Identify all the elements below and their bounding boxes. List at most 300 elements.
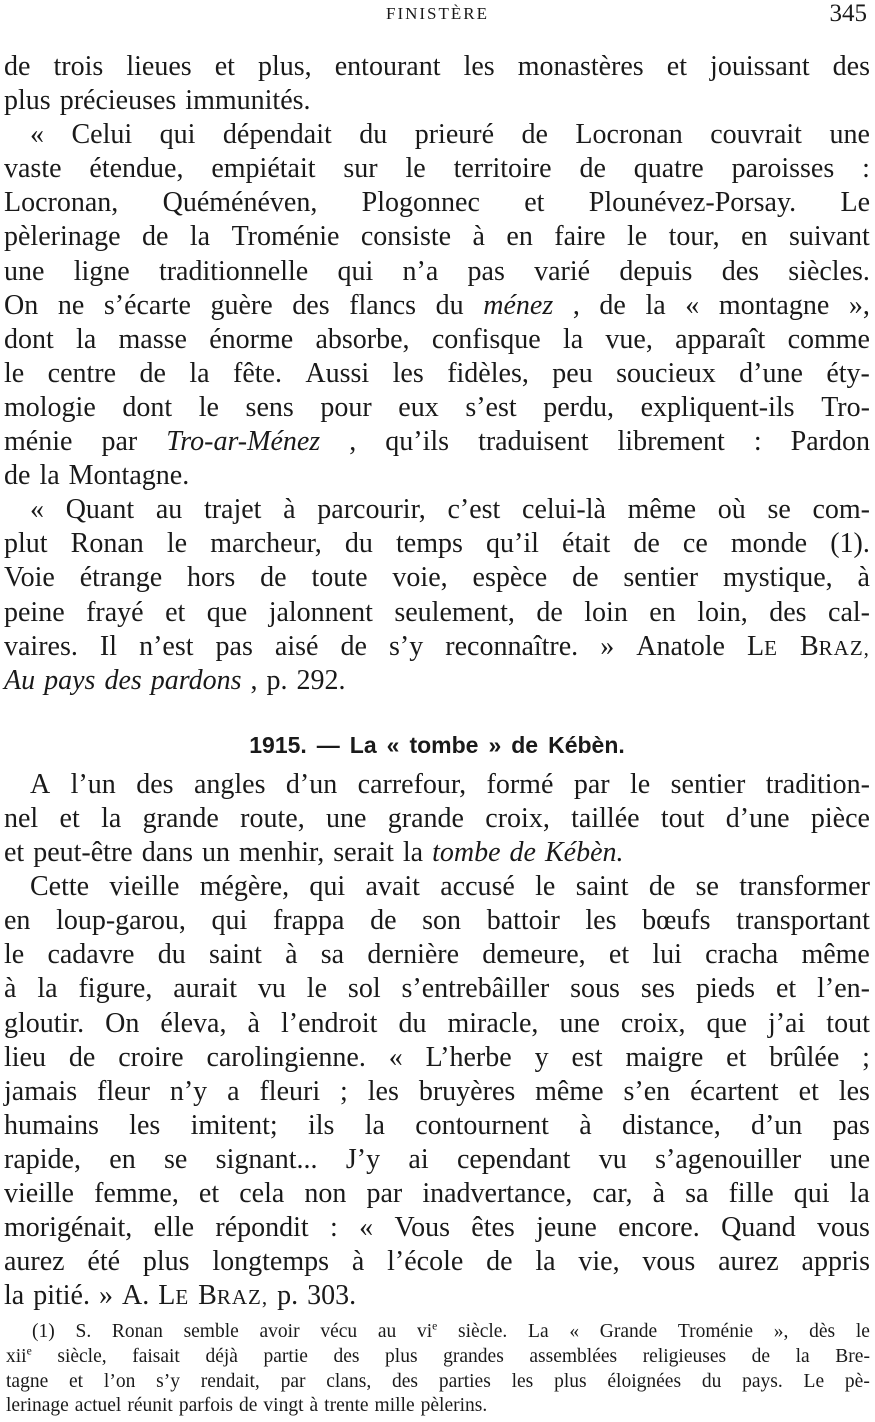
word: Ronan (70, 528, 144, 560)
word: pèlerins. (420, 1395, 488, 1417)
word: la (402, 837, 424, 869)
word: Voie (4, 562, 55, 594)
word: fidèles, (447, 357, 529, 389)
word: cracha (705, 939, 779, 971)
word: des (292, 289, 330, 321)
text-line (4, 152, 870, 186)
word: siècles. (788, 255, 870, 287)
word: sous (570, 973, 620, 1005)
word: où (717, 494, 746, 526)
word: vu (257, 973, 286, 1005)
text-line (4, 1177, 870, 1211)
word: $vi^e$ (416, 1319, 438, 1342)
word: une (326, 802, 367, 834)
word: Il (99, 630, 118, 662)
text-line (4, 50, 870, 84)
word: car, (592, 1178, 633, 1209)
word: ils (307, 1109, 335, 1141)
word: quatre (633, 153, 704, 185)
word: parcourir, (317, 494, 426, 526)
word: qui (211, 905, 248, 937)
word: les (129, 1109, 161, 1141)
word: ce (682, 528, 708, 560)
word: la (37, 973, 58, 1005)
word: à (4, 973, 17, 1005)
word: angles (193, 768, 266, 800)
word: de (370, 905, 397, 937)
word: : (862, 153, 870, 185)
word: serait (333, 837, 394, 869)
word: une (4, 255, 45, 287)
word: croix, (485, 802, 550, 834)
word: énorme (209, 323, 294, 355)
word: vie, (578, 1246, 620, 1278)
word: rapide, (4, 1143, 81, 1175)
word: seulement, (394, 596, 515, 628)
word: pour (320, 391, 372, 423)
word: croire (118, 1041, 184, 1073)
word: écartent (690, 1075, 779, 1107)
word: On (4, 289, 39, 321)
word: s’est (465, 391, 517, 423)
word: sa (320, 939, 345, 971)
word: la (795, 1345, 810, 1367)
word: longtemps (212, 1246, 330, 1278)
word: traduisent (478, 426, 589, 458)
word: (1) (32, 1321, 55, 1342)
word: celui-là (522, 494, 606, 526)
word: que (206, 596, 248, 628)
word: êtes (471, 1212, 515, 1244)
word: frayé (86, 596, 144, 628)
word: transportant (736, 905, 870, 937)
text-line (4, 561, 870, 595)
word: montagne (718, 289, 830, 321)
word: et (214, 51, 235, 82)
word: d’un (750, 1109, 803, 1141)
word: la (39, 460, 60, 492)
footnote-line (6, 1320, 870, 1345)
word: plut (4, 528, 48, 560)
word: tour, (668, 221, 720, 253)
word: ne (57, 289, 85, 321)
word: les (367, 1075, 399, 1107)
word: « (685, 289, 700, 321)
word: absorbe, (315, 323, 410, 355)
word: de (579, 153, 606, 185)
word: empiétait (211, 153, 316, 185)
text-line (4, 289, 870, 323)
word: », (773, 1321, 789, 1342)
word: transformer (739, 871, 870, 903)
word: sa (685, 1178, 709, 1209)
word: p. (266, 664, 288, 696)
text-line (4, 493, 870, 527)
word: dès (809, 1321, 836, 1342)
word: la (645, 289, 666, 321)
word: ; (340, 1075, 348, 1107)
word: immunités. (185, 85, 311, 117)
word: fille (728, 1178, 774, 1209)
word: à (285, 939, 298, 971)
word: en (741, 221, 768, 253)
word: ménez (483, 289, 554, 321)
word: le (4, 357, 25, 389)
word: » (98, 1280, 113, 1312)
text-line (4, 425, 870, 459)
word: Troménie (231, 221, 340, 253)
word: y (534, 1041, 549, 1073)
text-line (4, 357, 870, 391)
word: de (572, 562, 599, 594)
word: paroisses (731, 153, 835, 185)
word: ménie (4, 426, 73, 458)
word: éloignées (607, 1370, 682, 1392)
word: éleva, (160, 1007, 227, 1039)
word: L’herbe (425, 1041, 512, 1073)
word: — (316, 731, 340, 758)
section-title (4, 728, 870, 762)
word: l’endroit (280, 1007, 378, 1039)
word: les (838, 1075, 870, 1107)
text-line (4, 938, 870, 972)
word: précieuses (59, 85, 177, 117)
word: grande (387, 802, 464, 834)
word: aurez (718, 1246, 779, 1278)
word: tout (660, 802, 705, 834)
word: traditionnelle (158, 255, 309, 287)
word: et (608, 939, 630, 971)
word: plus (142, 1246, 190, 1278)
word: signant... (215, 1143, 318, 1175)
word: l’on (103, 1370, 136, 1392)
word: Montagne. (68, 460, 190, 492)
text-line (4, 527, 870, 561)
word: est (571, 1041, 603, 1073)
word: l’un (70, 768, 116, 800)
word: xii$^e$ (6, 1344, 32, 1367)
word: mystique, (722, 562, 833, 594)
text-line (4, 836, 870, 870)
word: plus (385, 1345, 418, 1367)
word: les (463, 51, 495, 82)
word: grande (142, 802, 219, 834)
text-line (4, 84, 870, 118)
word: pitié. (33, 1280, 90, 1312)
text-line (4, 323, 870, 357)
word: des (769, 596, 807, 628)
word: Pardon (790, 426, 870, 458)
word: route, (240, 802, 305, 834)
text-line (4, 255, 870, 289)
word: formé (486, 768, 554, 800)
word: de (633, 528, 660, 560)
word: On (105, 1007, 140, 1039)
word: depuis (619, 255, 693, 287)
word: actuel (74, 1395, 122, 1417)
word: bruyères (418, 1075, 516, 1107)
word: d’une (739, 357, 803, 389)
word: non (304, 1178, 347, 1209)
word: contournent (415, 1109, 549, 1141)
word: , (349, 426, 357, 458)
footnote-line (6, 1394, 870, 1419)
word: Au (4, 664, 36, 696)
text-line (4, 1211, 870, 1245)
word: en (649, 596, 676, 628)
word: le (166, 528, 188, 560)
word: varié (534, 255, 591, 287)
word: trente (324, 1395, 369, 1417)
word: d’un (285, 768, 338, 800)
word: au (155, 494, 183, 526)
word: confisque (431, 323, 541, 355)
word: de (648, 871, 676, 903)
word: le (627, 221, 648, 253)
word: La (349, 731, 377, 758)
word: par (573, 768, 610, 800)
word: de (340, 630, 367, 662)
word: par (366, 1178, 403, 1209)
word: la (4, 1280, 25, 1312)
word: flancs (349, 289, 417, 321)
word: cal- (828, 596, 870, 628)
superscript: e (432, 1319, 438, 1333)
word: le (855, 1321, 870, 1342)
word: à (857, 562, 870, 594)
word: Locronan, (4, 187, 119, 219)
word: de (4, 51, 31, 82)
word: l’en- (817, 973, 870, 1005)
word: cependant (456, 1143, 571, 1175)
word: marcheur, (210, 528, 322, 560)
word: demeure, (482, 939, 586, 971)
word: s’y (388, 630, 424, 662)
word: bœufs (642, 905, 711, 937)
word: ses (640, 973, 676, 1005)
word: dans (141, 837, 194, 869)
word: la (364, 1109, 385, 1141)
word: des (832, 51, 870, 82)
text-line (4, 1279, 870, 1313)
word: voie, (392, 562, 448, 594)
word: comme (787, 323, 870, 355)
word: dernière (367, 939, 460, 971)
word: et (798, 1075, 819, 1107)
word-small-caps: BRAZ, (198, 1280, 269, 1312)
word: lieu (4, 1041, 46, 1073)
word: tombe (409, 731, 479, 758)
word: nel (4, 802, 39, 834)
word: brûlée (769, 1041, 840, 1073)
word: de (4, 460, 31, 492)
word: de (239, 1395, 258, 1417)
word: aurait (173, 973, 237, 1005)
word: « (30, 494, 44, 526)
word: sentier (670, 768, 746, 800)
word: vous (817, 1212, 870, 1244)
word: Plounévez-Porsay. (588, 187, 797, 219)
word: miracle, (447, 1007, 539, 1039)
word: pièce (810, 802, 870, 834)
word: Quant (65, 494, 135, 526)
word: Bre- (835, 1345, 870, 1367)
word: été (87, 1246, 121, 1278)
word: déjà (205, 1345, 238, 1367)
word: vaires. (4, 630, 78, 662)
word: vieille (4, 1178, 74, 1209)
word: 292. (296, 664, 346, 696)
word: n’a (402, 255, 439, 287)
word: les (511, 1370, 534, 1392)
word: battoir (486, 905, 560, 937)
word: plus (4, 85, 51, 117)
running-head-title: FINISTÈRE (386, 4, 489, 23)
word: fleur (97, 1075, 150, 1107)
word: toute (311, 562, 368, 594)
text-line (4, 972, 870, 1006)
word: distance, (621, 1109, 721, 1141)
word: à (351, 1246, 365, 1278)
footnote-line (6, 1370, 870, 1395)
word: guère (210, 289, 273, 321)
word: et (726, 1041, 747, 1073)
word: et (4, 837, 25, 869)
word: loup-garou, (56, 905, 186, 937)
word: vue, (605, 323, 653, 355)
word: loin, (697, 596, 748, 628)
word: et (775, 973, 797, 1005)
word: hors (187, 562, 236, 594)
word: vingt (263, 1395, 304, 1417)
word: « (388, 1041, 403, 1073)
word: pays. (742, 1370, 783, 1392)
word: des (333, 1345, 360, 1367)
text-line (4, 802, 870, 836)
text-line (4, 220, 870, 254)
word: Le (803, 1370, 825, 1392)
word: ; (862, 1041, 870, 1073)
word: lerinage (6, 1395, 69, 1417)
word: encore. (618, 1212, 700, 1244)
word: par (280, 1370, 306, 1392)
word: de (509, 837, 536, 869)
word: et (69, 1370, 84, 1392)
word: Locronan (575, 119, 683, 151)
word: une (829, 119, 870, 151)
word: Tro-ar-Ménez (166, 426, 321, 458)
word: à (579, 1109, 592, 1141)
word: qui (309, 871, 346, 903)
word: vous (642, 1246, 696, 1278)
word: plus (554, 1370, 587, 1392)
word: se (695, 871, 719, 903)
word: jalonnent (268, 596, 373, 628)
word: A. (121, 1280, 150, 1312)
word: « (569, 1321, 580, 1342)
word: reconnaître. (445, 630, 579, 662)
word: et (165, 596, 186, 628)
text-line (4, 1143, 870, 1177)
word: carrefour, (357, 768, 467, 800)
word: dépendait (222, 119, 332, 151)
text-line (4, 596, 870, 630)
word: clans, (326, 1370, 372, 1392)
word: de (68, 1041, 96, 1073)
word: qu’ils (385, 426, 450, 458)
word: mologie (4, 391, 96, 423)
word: s’entrebâiller (401, 973, 550, 1005)
word: p. (277, 1280, 299, 1312)
word: couvrait (710, 119, 802, 151)
word: étendue, (89, 153, 184, 185)
word: faisait (132, 1345, 180, 1367)
word: espèce (472, 562, 548, 594)
word: librement (617, 426, 725, 458)
word-small-caps: LE (746, 630, 778, 662)
word: j’ai (767, 1007, 806, 1039)
superscript: e (26, 1344, 32, 1358)
word: territoire (453, 153, 552, 185)
word: même (627, 494, 697, 526)
text-line (4, 459, 870, 493)
word: la (849, 1178, 870, 1209)
word: pardons (150, 664, 242, 696)
text-line (4, 768, 870, 802)
word: et (198, 1178, 220, 1209)
word: un (202, 837, 231, 869)
word: au (377, 1321, 397, 1342)
text-line (4, 870, 870, 904)
word: , (250, 664, 258, 696)
word: frappa (272, 905, 345, 937)
text-line (4, 391, 870, 425)
word: dont (122, 391, 173, 423)
word: étrange (79, 562, 163, 594)
word: tout (826, 1007, 870, 1039)
word: Grande (599, 1321, 658, 1342)
word: figure, (78, 973, 153, 1005)
word-small-caps: BRAZ, (799, 630, 870, 662)
word: qui (337, 255, 374, 287)
footnote-line (6, 1345, 870, 1370)
word: S. (75, 1321, 92, 1342)
word: maigre (625, 1041, 704, 1073)
word: de (139, 357, 166, 389)
text-line (4, 1245, 870, 1279)
word: monastères (517, 51, 644, 82)
word: en (109, 1143, 136, 1175)
word: pas (832, 1109, 870, 1141)
word: réunit (127, 1395, 173, 1417)
word: ai (408, 1143, 429, 1175)
word: prieuré (414, 119, 495, 151)
word: A (30, 768, 51, 800)
word: Anatole (636, 630, 725, 662)
word-small-caps: LE (158, 1280, 190, 1312)
word: : (753, 426, 762, 458)
word: gloutir. (4, 1007, 85, 1039)
word: de (142, 221, 169, 253)
word: Aussi (305, 357, 370, 389)
word: expliquent-ils (640, 391, 795, 423)
word: à (247, 1007, 260, 1039)
word: de (260, 562, 287, 594)
word: par (101, 426, 138, 458)
word: tombe (432, 837, 501, 869)
word: Plogonnec (361, 187, 480, 219)
word: du (701, 1370, 722, 1392)
